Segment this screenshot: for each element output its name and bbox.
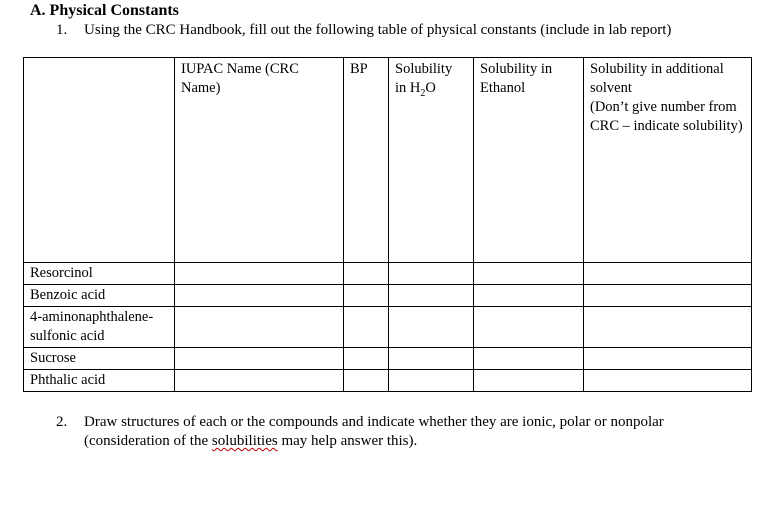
bp-cell[interactable] [344, 370, 389, 392]
bp-cell[interactable] [344, 285, 389, 307]
solubility-additional-cell[interactable] [584, 307, 752, 348]
solubility-ethanol-cell[interactable] [474, 370, 584, 392]
compound-name-cell[interactable]: 4-aminonaphthalene-sulfonic acid [24, 307, 175, 348]
solubility-water-cell[interactable] [389, 348, 474, 370]
header-solubility-additional-label: Solubility in additional solvent [590, 61, 724, 96]
solubility-additional-cell[interactable] [584, 263, 752, 285]
header-bp[interactable]: BP [344, 58, 389, 263]
question-2-number: 2. [56, 414, 68, 430]
table-row [24, 263, 752, 285]
compound-name-cell[interactable]: Resorcinol [24, 263, 175, 285]
header-solubility-additional[interactable] [584, 58, 752, 263]
compound-name-cell[interactable]: Phthalic acid [24, 370, 175, 392]
question-1-number: 1. [56, 22, 68, 38]
bp-cell[interactable] [344, 348, 389, 370]
header-solubility-ethanol[interactable]: Solubility in Ethanol [474, 58, 584, 263]
solubility-water-cell[interactable] [389, 263, 474, 285]
table-header-row [24, 58, 752, 263]
compound-name-cell[interactable]: Benzoic acid [24, 285, 175, 307]
iupac-cell[interactable] [175, 307, 344, 348]
question-2-text-line1: Draw structures of each or the compounds and indicate whether they are ionic, polar or nonpolar [84, 414, 664, 430]
spellcheck-flagged-word[interactable]: solubilities [211, 433, 278, 449]
compound-name-cell[interactable]: Sucrose [24, 348, 175, 370]
solubility-water-cell[interactable] [389, 307, 474, 348]
table-row [24, 370, 752, 392]
question-2-line2-before: (consideration of the [84, 433, 212, 449]
header-solubility-water-suffix: O [425, 80, 436, 96]
iupac-cell[interactable] [175, 263, 344, 285]
table-row [24, 285, 752, 307]
bp-cell[interactable] [344, 263, 389, 285]
solubility-ethanol-cell[interactable] [474, 263, 584, 285]
bp-cell[interactable] [344, 307, 389, 348]
header-compound-cell[interactable] [24, 58, 175, 263]
solubility-additional-cell[interactable] [584, 348, 752, 370]
solubility-water-cell[interactable] [389, 370, 474, 392]
header-solubility-water-prefix: Solubility in H [395, 61, 453, 96]
solubility-water-cell[interactable] [389, 285, 474, 307]
header-solubility-water-subscript: 2 [420, 87, 426, 99]
iupac-cell[interactable] [175, 348, 344, 370]
solubility-additional-cell[interactable] [584, 285, 752, 307]
solubility-ethanol-cell[interactable] [474, 285, 584, 307]
header-solubility-additional-note: (Don’t give number from CRC – indicate solubility) [590, 99, 743, 134]
header-iupac-name[interactable]: IUPAC Name (CRC Name) [175, 58, 344, 263]
question-2-line2-after: may help answer this). [277, 433, 418, 449]
solubility-ethanol-cell[interactable] [474, 348, 584, 370]
section-heading: A. Physical Constants [30, 2, 179, 19]
table-row [24, 348, 752, 370]
iupac-cell[interactable] [175, 370, 344, 392]
header-solubility-water[interactable] [389, 58, 474, 263]
solubility-additional-cell[interactable] [584, 370, 752, 392]
solubility-ethanol-cell[interactable] [474, 307, 584, 348]
question-1-text: Using the CRC Handbook, fill out the following table of physical constants (include in lab report) [84, 22, 672, 38]
iupac-cell[interactable] [175, 285, 344, 307]
table-row [24, 307, 752, 348]
physical-constants-table [23, 57, 752, 392]
question-2-text-line2 [84, 433, 417, 450]
